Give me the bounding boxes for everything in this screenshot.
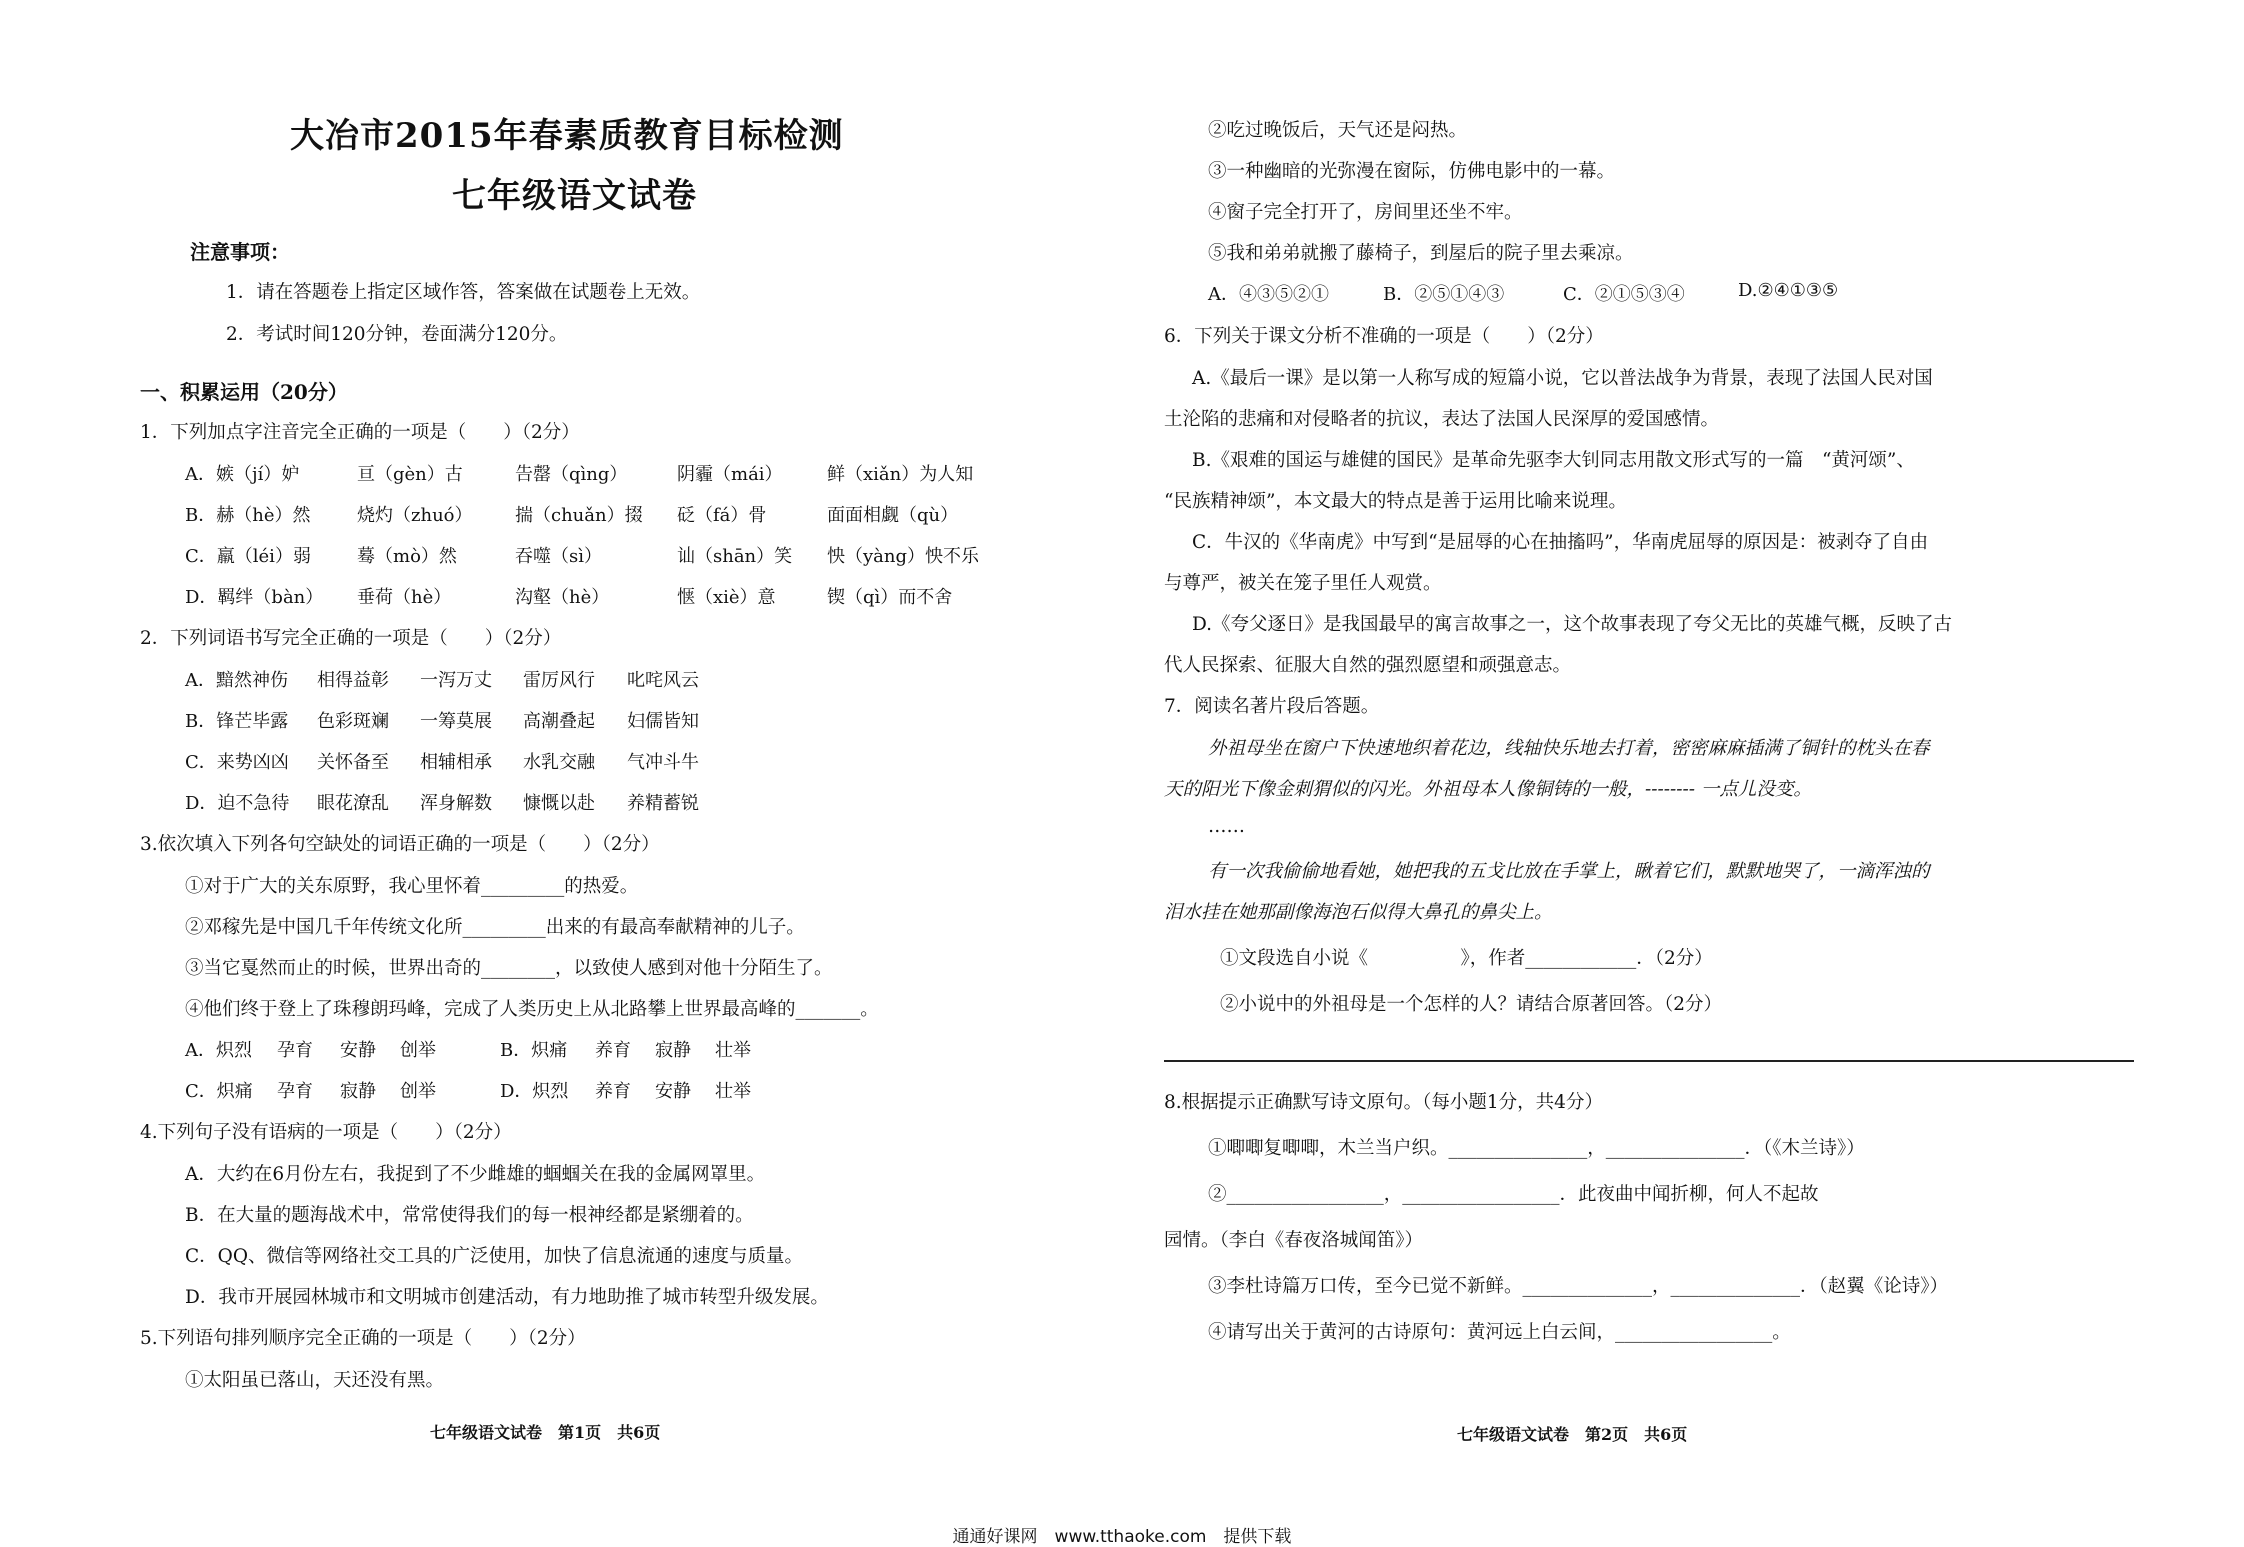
q8-item: ③李杜诗篇万口传，至今已觉不新鲜。______________，______________．（赵翼《论诗》） <box>1208 1276 1949 1297</box>
q6-line: 土沦陷的悲痛和对侵略者的抗议，表达了法国人民深厚的爱国感情。 <box>1164 409 1720 430</box>
page-footer: 七年级语文试卷 第1页 共6页 <box>430 1423 661 1442</box>
question-4-stem: 4.下列句子没有语病的一项是（ ）（2分） <box>140 1122 512 1143</box>
q4-option: D．我市开展园林城市和文明城市创建活动，有力地助推了城市转型升级发展。 <box>185 1287 829 1308</box>
q3-item: ③当它戛然而止的时候，世界出奇的________，以致使人感到对他十分陌生了。 <box>185 958 833 979</box>
question-1-stem: 1．下列加点字注音完全正确的一项是（ ）（2分） <box>140 422 580 443</box>
q6-line: C．牛汉的《华南虎》中写到“是屈辱的心在抽搐吗”，华南虎屈辱的原因是：被剥夺了自由 <box>1192 532 1929 553</box>
question-7-stem: 7．阅读名著片段后答题。 <box>1164 696 1380 717</box>
q8-item: 园情。（李白《春夜洛城闻笛》） <box>1164 1230 1424 1251</box>
exam-title: 大冶市2015年春素质教育目标检测 <box>290 116 844 156</box>
q8-item: ②_________________，_________________．此夜曲中闻折柳，何人不起故 <box>1208 1184 1819 1205</box>
q8-item: ①唧唧复唧唧，木兰当户织。_______________，_______________．（《木兰诗》） <box>1208 1138 1865 1159</box>
notes-heading: 注意事项： <box>190 240 290 264</box>
q3-item: ②邓稼先是中国几千年传统文化所_________出来的有最高奉献精神的儿子。 <box>185 917 805 938</box>
question-8-stem: 8.根据提示正确默写诗文原句。（每小题1分，共4分） <box>1164 1092 1603 1113</box>
q7-passage-line: 泪水挂在她那副像海泡石似得大鼻孔的鼻尖上。 <box>1164 902 1553 923</box>
q3-item: ④他们终于登上了珠穆朗玛峰，完成了人类历史上从北路攀上世界最高峰的_______。 <box>185 999 879 1020</box>
q6-line: D.《夸父逐日》是我国最早的寓言故事之一，这个故事表现了夸父无比的英雄气概，反映了古 <box>1192 614 1953 635</box>
q5-item: ①太阳虽已落山，天还没有黑。 <box>185 1370 445 1391</box>
question-2-stem: 2．下列词语书写完全正确的一项是（ ）（2分） <box>140 628 562 649</box>
q6-line: A.《最后一课》是以第一人称写成的短篇小说，它以普法战争为背景，表现了法国人民对国 <box>1192 368 1933 389</box>
download-credit: 通通好课网 www.tthaoke.com 提供下载 <box>952 1527 1292 1547</box>
q5-item: ⑤我和弟弟就搬了藤椅子，到屋后的院子里去乘凉。 <box>1208 243 1634 264</box>
section-heading: 一、积累运用（20分） <box>140 380 348 404</box>
q6-line: 与尊严，被关在笼子里任人观赏。 <box>1164 573 1442 594</box>
q7-passage-line: 有一次我偷偷地看她，她把我的五戈比放在手掌上，瞅着它们，默默地哭了，一滴浑浊的 <box>1208 861 1930 882</box>
exam-page-1: 大冶市2015年春素质教育目标检测 七年级语文试卷 注意事项： 1．请在答题卷上指定区域作答，答案做在试题卷上无效。 2．考试时间120分钟，卷面满分120分。 一、积累运用（20分） 1．下列加点字注音完全正确的一项是（ ）（2分） A．嫉（jí）妒 亘（gèn）古 告罄（qìng） 阴霾（mái） 鲜（xiǎn）为人知 B．赫（hè）然 烧灼（zhuó） 揣（chuǎn）掇 砭（fá）骨 面面相觑（qù） C．羸（léi）弱 蓦（mò）然 吞噬（sì） 讪（shān）笑 怏（yàng）怏不乐 D．羁绊（bàn） 垂荷（hè） 沟壑（hè） 惬（xiè）意 锲（qì）而不舍 2．下列词语书写完全正确的一项是（ ）（2分） A．黯然神伤 相得益彰 一泻万丈 雷厉风行 叱咤风云 B．锋芒毕露 色彩斑斓 一筹莫展 高潮叠起 妇儒皆知 C．来势凶凶 关怀备至 相辅相承 水乳交融 气冲斗牛 D．迫不急待 眼花潦乱 浑身解数 慷慨以赴 养精蓄锐 3.依次填入下列各句空缺处的词语正确的一项是（ ）（2分） ①对于广大的关东原野，我心里怀着_________的热爱。 ②邓稼先是中国几千年传统文化所_________出来的有最高奉献精神的儿子。 ③当它戛然而止的时候，世界出奇的________，以致使人感到对他十分陌生了。 ④他们终于登上了珠穆朗玛峰，完成了人类历史上从北路攀上世界最高峰的_______。 A．炽烈 孕育 安静 创举 B．炽痛 养育 寂静 壮举 C．炽痛 孕育 寂静 创举 D．炽烈 养育 安静 壮举 4.下列句子没有语病的一项是（ ）（2分） A．大约在6月份左右，我捉到了不少雌雄的蝈蝈关在我的金属网罩里。 B．在大量的题海战术中，常常使得我们的每一根神经都是紧绷着的。 C．QQ、微信等网络社交工具的广泛使用，加快了信息流通的速度与质量。 D．我市开展园林城市和文明城市创建活动，有力地助推了城市转型升级发展。 5.下列语句排列顺序完全正确的一项是（ ）（2分） ①太阳虽已落山，天还没有黑。 七年级语文试卷 第1页 共6页 <box>0 0 1122 1536</box>
q5-item: ②吃过晚饭后，天气还是闷热。 <box>1208 120 1468 141</box>
exam-page-2: ②吃过晚饭后，天气还是闷热。 ③一种幽暗的光弥漫在窗际，仿佛电影中的一幕。 ④窗子完全打开了，房间里还坐不牢。 ⑤我和弟弟就搬了藤椅子，到屋后的院子里去乘凉。 A．④③⑤②① B．②⑤①④③ C．②①⑤③④ D.②④①③⑤ 6．下列关于课文分析不准确的一项是（ ）（2分） A.《最后一课》是以第一人称写成的短篇小说，它以普法战争为背景，表现了法国人民对国 土沦陷的悲痛和对侵略者的抗议，表达了法国人民深厚的爱国感情。 B.《艰难的国运与雄健的国民》是革命先驱李大钊同志用散文形式写的一篇 “黄河颂”、 “民族精神颂”，本文最大的特点是善于运用比喻来说理。 C．牛汉的《华南虎》中写到“是屈辱的心在抽搐吗”，华南虎屈辱的原因是：被剥夺了自由 与尊严，被关在笼子里任人观赏。 D.《夸父逐日》是我国最早的寓言故事之一，这个故事表现了夸父无比的英雄气概，反映了古 代人民探索、征服大自然的强烈愿望和顽强意志。 7．阅读名著片段后答题。 外祖母坐在窗户下快速地织着花边，线轴快乐地去打着，密密麻麻插满了铜针的枕头在春 天的阳光下像金刺猬似的闪光。外祖母本人像铜铸的一般，-------- 一点儿没变。 …… 有一次我偷偷地看她，她把我的五戈比放在手掌上，瞅着它们，默默地哭了，一滴浑浊的 泪水挂在她那副像海泡石似得大鼻孔的鼻尖上。 ①文段选自小说《 》，作者____________．（2分） ②小说中的外祖母是一个怎样的人？请结合原著回答。（2分） 8.根据提示正确默写诗文原句。（每小题1分，共4分） ①唧唧复唧唧，木兰当户织。_______________，_______________．（《木兰诗》） ②_________________，_________________．此夜曲中闻折柳，何人不起故 园情。（李白《春夜洛城闻笛》） ③李杜诗篇万口传，至今已觉不新鲜。______________，______________．（赵翼《论诗》） ④请写出关于黄河的古诗原句：黄河远上白云间，_________________。 七年级语文试卷 第2页 共6页 <box>1122 0 2244 1536</box>
q4-option: C．QQ、微信等网络社交工具的广泛使用，加快了信息流通的速度与质量。 <box>185 1246 803 1267</box>
q5-item: ④窗子完全打开了，房间里还坐不牢。 <box>1208 202 1523 223</box>
exam-subtitle: 七年级语文试卷 <box>452 176 697 216</box>
q6-line: 代人民探索、征服大自然的强烈愿望和顽强意志。 <box>1164 655 1572 676</box>
q5-item: ③一种幽暗的光弥漫在窗际，仿佛电影中的一幕。 <box>1208 161 1616 182</box>
q8-item: ④请写出关于黄河的古诗原句：黄河远上白云间，_________________。 <box>1208 1322 1791 1343</box>
page-footer: 七年级语文试卷 第2页 共6页 <box>1457 1425 1688 1444</box>
question-3-stem: 3.依次填入下列各句空缺处的词语正确的一项是（ ）（2分） <box>140 834 660 855</box>
q3-item: ①对于广大的关东原野，我心里怀着_________的热爱。 <box>185 876 639 897</box>
q6-line: B.《艰难的国运与雄健的国民》是革命先驱李大钊同志用散文形式写的一篇 “黄河颂”、 <box>1192 450 1915 471</box>
question-6-stem: 6．下列关于课文分析不准确的一项是（ ）（2分） <box>1164 326 1604 347</box>
q4-option: A．大约在6月份左右，我捉到了不少雌雄的蝈蝈关在我的金属网罩里。 <box>185 1164 766 1185</box>
q4-option: B．在大量的题海战术中，常常使得我们的每一根神经都是紧绷着的。 <box>185 1205 754 1226</box>
q6-line: “民族精神颂”，本文最大的特点是善于运用比喻来说理。 <box>1164 491 1627 512</box>
q7-subquestion: ②小说中的外祖母是一个怎样的人？请结合原著回答。（2分） <box>1220 994 1723 1015</box>
question-5-stem: 5.下列语句排列顺序完全正确的一项是（ ）（2分） <box>140 1328 586 1349</box>
q7-passage-line: 外祖母坐在窗户下快速地织着花边，线轴快乐地去打着，密密麻麻插满了铜针的枕头在春 <box>1208 738 1930 759</box>
note-item: 2．考试时间120分钟，卷面满分120分。 <box>226 324 568 345</box>
note-item: 1．请在答题卷上指定区域作答，答案做在试题卷上无效。 <box>226 282 701 303</box>
q7-passage-ellipsis: …… <box>1208 816 1245 837</box>
q7-passage-line: 天的阳光下像金刺猬似的闪光。外祖母本人像铜铸的一般，-------- 一点儿没变。 <box>1164 779 1812 800</box>
answer-line <box>1164 1060 2134 1062</box>
q7-subquestion: ①文段选自小说《 》，作者____________．（2分） <box>1220 948 1713 969</box>
